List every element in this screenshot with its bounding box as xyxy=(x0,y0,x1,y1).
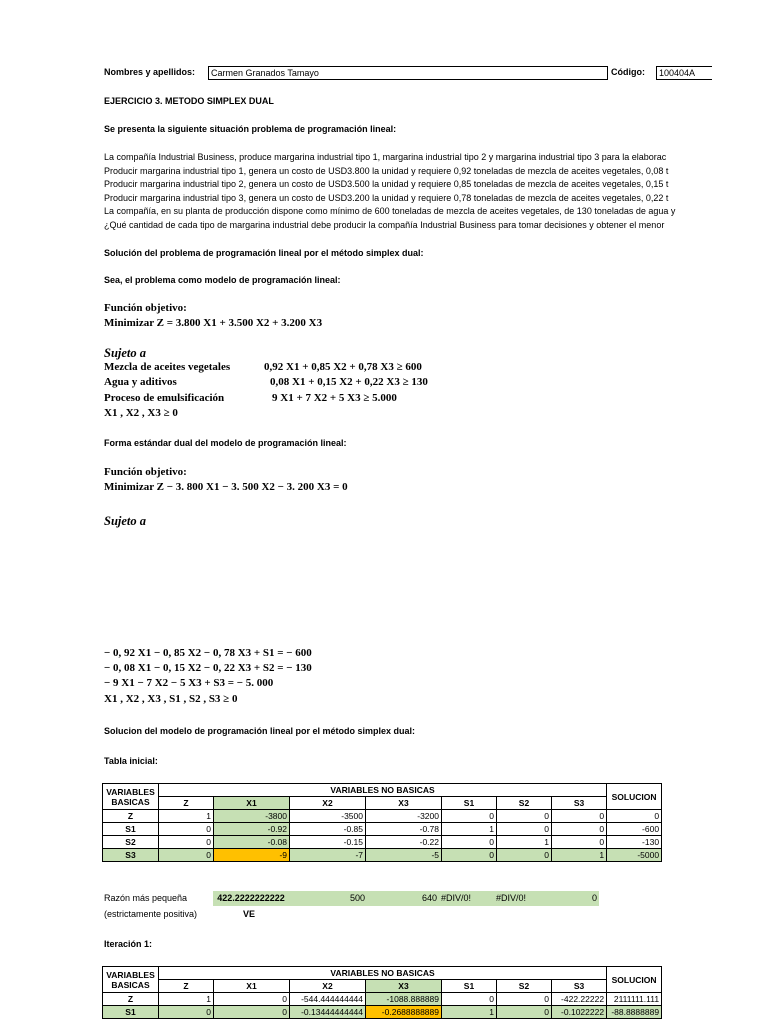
constraint-name: Proceso de emulsificación xyxy=(104,392,225,404)
standard-constraint: − 0, 08 X1 − 0, 15 X2 − 0, 22 X3 + S2 = − 130 xyxy=(104,662,312,674)
cell[interactable]: -5 xyxy=(366,849,442,862)
cell[interactable]: 0 xyxy=(497,849,552,862)
column-header: Z xyxy=(159,980,214,993)
row-label: S1 xyxy=(103,823,159,836)
table-row xyxy=(103,993,662,1006)
constraint-name: Mezcla de aceites vegetales xyxy=(104,361,231,373)
cell[interactable]: -0.1022222 xyxy=(552,1006,607,1019)
header-solution: SOLUCION xyxy=(607,784,662,810)
column-header: X3 xyxy=(366,980,442,993)
constraint-expression: 0,08 X1 + 0,15 X2 + 0,22 X3 ≥ 130 xyxy=(270,376,428,388)
ratio-value: #DIV/0! xyxy=(441,893,472,903)
header-solution: SOLUCION xyxy=(607,967,662,993)
standard-title: Forma estándar dual del modelo de programación lineal: xyxy=(104,438,347,448)
table1-caption: Tabla inicial: xyxy=(104,756,158,766)
cell[interactable]: 1 xyxy=(159,993,214,1006)
ratio-value: 640 xyxy=(421,893,437,903)
cell[interactable]: -1088.888889 xyxy=(366,993,442,1006)
subject-to-label: Sujeto a xyxy=(104,346,147,360)
column-header: S3 xyxy=(552,980,607,993)
standard-objective-label: Función objetivo: xyxy=(104,466,187,478)
initial-tableau xyxy=(102,783,662,862)
row-label: S3 xyxy=(103,849,159,862)
pivot-row xyxy=(103,849,662,862)
table-row xyxy=(103,823,662,836)
cell[interactable]: 2111111.111 xyxy=(607,993,662,1006)
column-header: X1 xyxy=(214,980,290,993)
cell[interactable]: 0 xyxy=(552,810,607,823)
cell[interactable]: 1 xyxy=(497,836,552,849)
row-label: Z xyxy=(103,993,159,1006)
cell[interactable]: -5000 xyxy=(607,849,662,862)
cell[interactable]: 0 xyxy=(497,823,552,836)
column-header: S3 xyxy=(552,797,607,810)
cell[interactable]: -544.444444444 xyxy=(290,993,366,1006)
standard-objective-expression: Minimizar Z − 3. 800 X1 − 3. 500 X2 − 3. 200 X3 = 0 xyxy=(104,481,348,493)
cell[interactable]: -3200 xyxy=(366,810,442,823)
constraint-name: Agua y aditivos xyxy=(104,376,177,388)
objective-label: Función objetivo: xyxy=(104,302,187,314)
code-field[interactable]: 100404A xyxy=(656,66,712,80)
ratio-label: Razón más pequeña xyxy=(104,893,188,903)
problem-statement xyxy=(104,151,713,233)
intro-text: Se presenta la siguiente situación problema de programación lineal: xyxy=(104,124,397,134)
cell[interactable]: -130 xyxy=(607,836,662,849)
cell[interactable]: 0 xyxy=(214,1006,290,1019)
problem-line: La compañía Industrial Business, produce margarina industrial tipo 1, margarina industrial tipo 2 y margarina industrial tipo 3 para la elaborac xyxy=(104,152,667,162)
ratio-value: 422.2222222222 xyxy=(217,893,285,903)
row-label: Z xyxy=(103,810,159,823)
column-header: X2 xyxy=(290,980,366,993)
header-basic-variables: VARIABLES BASICAS xyxy=(103,784,159,810)
cell[interactable]: 0 xyxy=(214,993,290,1006)
pivot-row xyxy=(103,1006,662,1019)
column-header: X2 xyxy=(290,797,366,810)
cell[interactable]: -0.85 xyxy=(290,823,366,836)
column-header: X1 xyxy=(214,797,290,810)
header-nonbasic-variables: VARIABLES NO BASICAS xyxy=(159,784,607,797)
problem-line: ¿Qué cantidad de cada tipo de margarina industrial debe producir la compañía Industrial Business para tomar decisiones y obtener el menor xyxy=(104,219,665,230)
iteration-1-tableau xyxy=(102,966,662,1019)
ratio-value: 500 xyxy=(349,893,365,903)
cell[interactable]: 0 xyxy=(442,993,497,1006)
cell[interactable]: -422.22222 xyxy=(552,993,607,1006)
cell[interactable]: 0 xyxy=(552,836,607,849)
table-row xyxy=(103,836,662,849)
cell[interactable]: -88.8888889 xyxy=(607,1006,662,1019)
cell[interactable]: 0 xyxy=(442,810,497,823)
standard-constraint: − 9 X1 − 7 X2 − 5 X3 + S3 = − 5. 000 xyxy=(104,677,274,689)
cell[interactable]: 0 xyxy=(497,810,552,823)
cell[interactable]: -0.78 xyxy=(366,823,442,836)
cell[interactable]: 1 xyxy=(442,1006,497,1019)
cell[interactable]: 0 xyxy=(159,823,214,836)
row-label: S1 xyxy=(103,1006,159,1019)
cell[interactable]: 0 xyxy=(159,836,214,849)
cell[interactable]: 0 xyxy=(497,1006,552,1019)
header-nonbasic-variables: VARIABLES NO BASICAS xyxy=(159,967,607,980)
cell[interactable]: 0 xyxy=(159,849,214,862)
code-label: Código: xyxy=(611,67,645,77)
standard-subject-to: Sujeto a xyxy=(104,514,147,528)
model-title: Sea, el problema como modelo de programación lineal: xyxy=(104,275,341,285)
pivot-cell[interactable]: -0.2688888889 xyxy=(366,1006,442,1019)
cell[interactable]: -0.15 xyxy=(290,836,366,849)
column-header: S1 xyxy=(442,980,497,993)
cell[interactable]: -0.92 xyxy=(214,823,290,836)
cell[interactable]: 0 xyxy=(552,823,607,836)
constraint-expression: 9 X1 + 7 X2 + 5 X3 ≥ 5.000 xyxy=(272,392,397,404)
standard-constraint: − 0, 92 X1 − 0, 85 X2 − 0, 78 X3 + S1 = − 600 xyxy=(104,647,312,659)
column-header: S2 xyxy=(497,980,552,993)
standard-nonnegativity: X1 , X2 , X3 , S1 , S2 , S3 ≥ 0 xyxy=(104,693,238,705)
ratio-value: #DIV/0! xyxy=(496,893,527,903)
problem-line: Producir margarina industrial tipo 2, genera un costo de USD3.500 la unidad y requiere 0,85 toneladas de mezcla de aceites vegetales, 0,15 t xyxy=(104,179,669,190)
column-header: S1 xyxy=(442,797,497,810)
cell[interactable]: 1 xyxy=(552,849,607,862)
solution-title: Solución del problema de programación lineal por el método simplex dual: xyxy=(104,248,424,258)
pivot-cell[interactable]: -9 xyxy=(214,849,290,862)
cell[interactable]: -0.13444444444 xyxy=(290,1006,366,1019)
header-basic-variables: VARIABLES BASICAS xyxy=(103,967,159,993)
cell[interactable]: 0 xyxy=(497,993,552,1006)
cell[interactable]: 1 xyxy=(159,810,214,823)
row-label: S2 xyxy=(103,836,159,849)
problem-line: La compañía, en su planta de producción dispone como mínimo de 600 toneladas de mezcla de aceites vegetales, de 130 toneladas de agua y xyxy=(104,206,676,217)
problem-line: Producir margarina industrial tipo 1, genera un costo de USD3.800 la unidad y requiere 0,92 toneladas de mezcla de aceites vegetales, 0,08 t xyxy=(104,165,669,176)
nonnegativity: X1 , X2 , X3 ≥ 0 xyxy=(104,407,178,419)
cell[interactable]: -7 xyxy=(290,849,366,862)
constraint-expression: 0,92 X1 + 0,85 X2 + 0,78 X3 ≥ 600 xyxy=(264,361,422,373)
cell[interactable]: -3800 xyxy=(214,810,290,823)
table-row xyxy=(103,810,662,823)
column-header: Z xyxy=(159,797,214,810)
table2-caption: Iteración 1: xyxy=(104,939,153,949)
ratio-value: 0 xyxy=(591,893,597,903)
cell[interactable]: 0 xyxy=(607,810,662,823)
cell[interactable]: 0 xyxy=(159,1006,214,1019)
cell[interactable]: -3500 xyxy=(290,810,366,823)
cell[interactable]: -600 xyxy=(607,823,662,836)
name-field[interactable]: Carmen Granados Tamayo xyxy=(208,66,608,80)
entering-variable-label: VE xyxy=(243,909,256,919)
cell[interactable]: 0 xyxy=(442,836,497,849)
cell[interactable]: -0.22 xyxy=(366,836,442,849)
problem-line: Producir margarina industrial tipo 3, genera un costo de USD3.200 la unidad y requiere 0,78 toneladas de mezcla de aceites vegetales, 0,22 t xyxy=(104,192,669,203)
ratio-sublabel: (estrictamente positiva) xyxy=(104,909,198,919)
cell[interactable]: 1 xyxy=(442,823,497,836)
cell[interactable]: 0 xyxy=(442,849,497,862)
exercise-title: EJERCICIO 3. METODO SIMPLEX DUAL xyxy=(104,96,274,106)
objective-expression: Minimizar Z = 3.800 X1 + 3.500 X2 + 3.200 X3 xyxy=(104,317,323,329)
column-header: S2 xyxy=(497,797,552,810)
solve-title: Solucion del modelo de programación lineal por el método simplex dual: xyxy=(104,726,416,736)
cell[interactable]: -0.08 xyxy=(214,836,290,849)
column-header: X3 xyxy=(366,797,442,810)
name-label: Nombres y apellidos: xyxy=(104,67,196,77)
